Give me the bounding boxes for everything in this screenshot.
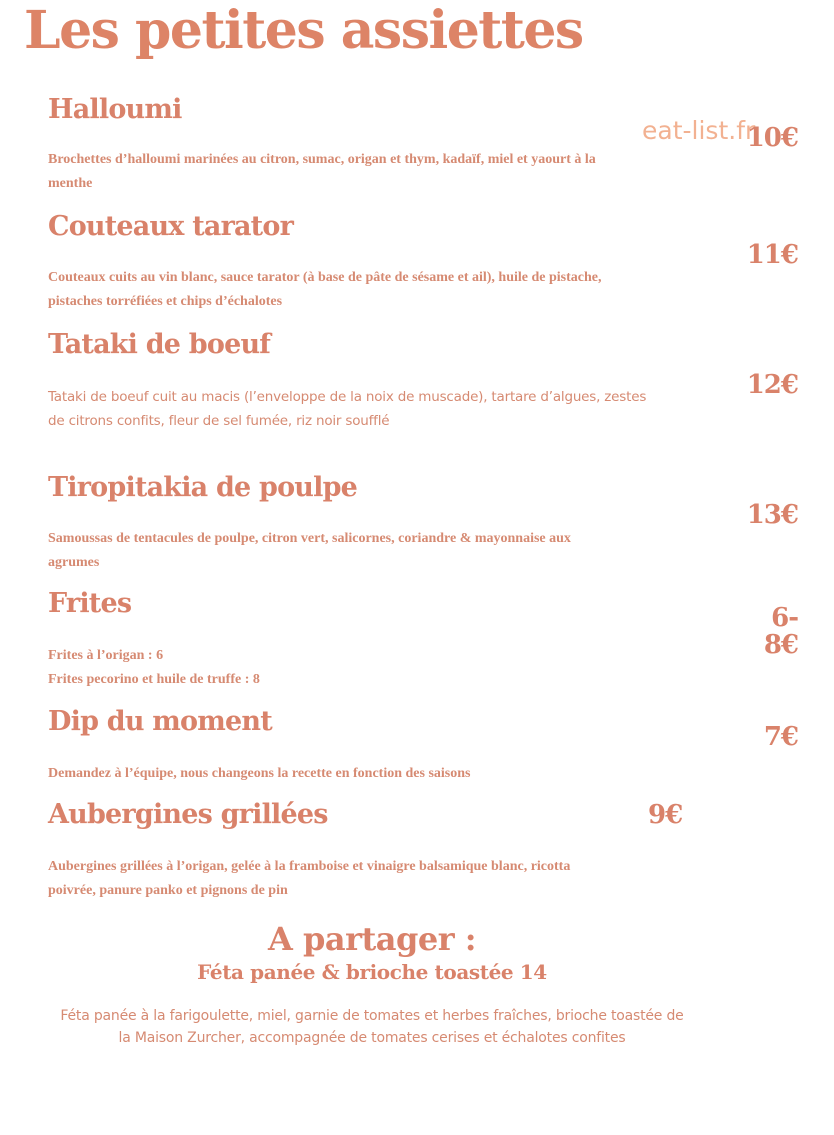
dish-description-frites bbox=[48, 644, 698, 692]
sharing-heading: A partager : bbox=[268, 920, 476, 958]
dish-price-tataki-de-boeuf: 12€ bbox=[746, 370, 798, 400]
description-line: agrumes bbox=[48, 555, 100, 570]
description-line: Aubergines grillées à l’origan, gelée à la framboise et vinaigre balsamique blanc, ricotta bbox=[48, 859, 571, 874]
dish-description-couteaux-tarator bbox=[48, 266, 698, 314]
price-line: 6- bbox=[771, 603, 798, 633]
description-line: Couteaux cuits au vin blanc, sauce tarator (à base de pâte de sésame et ail), huile de pistache, bbox=[48, 270, 602, 285]
dish-price-frites bbox=[764, 605, 798, 660]
dish-description-dip-du-moment bbox=[48, 762, 698, 786]
description-line: la Maison Zurcher, accompagnée de tomates cerises et échalotes confites bbox=[118, 1030, 626, 1046]
dish-price-dip-du-moment: 7€ bbox=[763, 722, 798, 752]
dish-name-frites: Frites bbox=[48, 588, 132, 619]
sharing-item-name: Féta panée & brioche toastée 14 bbox=[197, 960, 547, 984]
dish-name-aubergines-grillees: Aubergines grillées bbox=[48, 799, 328, 830]
dish-description-halloumi bbox=[48, 148, 698, 196]
watermark: eat-list.fr bbox=[642, 116, 756, 145]
dish-name-dip-du-moment: Dip du moment bbox=[48, 706, 272, 737]
dish-price-couteaux-tarator: 11€ bbox=[746, 240, 798, 270]
description-line: de citrons confits, fleur de sel fumée, riz noir soufflé bbox=[48, 413, 390, 429]
dish-price-tiropitakia-de-poulpe: 13€ bbox=[746, 500, 798, 530]
dish-name-tiropitakia-de-poulpe: Tiropitakia de poulpe bbox=[48, 472, 358, 503]
page-title: Les petites assiettes bbox=[24, 0, 583, 61]
description-line: Samoussas de tentacules de poulpe, citron vert, salicornes, coriandre & mayonnaise aux bbox=[48, 531, 571, 546]
dish-description-tiropitakia-de-poulpe bbox=[48, 527, 698, 575]
description-line: Brochettes d’halloumi marinées au citron, sumac, origan et thym, kadaïf, miel et yaourt à la bbox=[48, 152, 596, 167]
description-line: menthe bbox=[48, 176, 93, 191]
dish-name-couteaux-tarator: Couteaux tarator bbox=[48, 211, 293, 242]
price-line: 8€ bbox=[763, 630, 798, 661]
dish-name-halloumi: Halloumi bbox=[48, 94, 182, 125]
description-line: poivrée, panure panko et pignons de pin bbox=[48, 883, 288, 898]
dish-price-aubergines-grillees: 9€ bbox=[648, 800, 683, 830]
description-line: Demandez à l’équipe, nous changeons la recette en fonction des saisons bbox=[48, 766, 471, 781]
dish-name-tataki-de-boeuf: Tataki de boeuf bbox=[48, 329, 271, 360]
description-line: Frites à l’origan : 6 bbox=[48, 648, 164, 663]
dish-price-halloumi: 10€ bbox=[746, 123, 798, 153]
description-line: Frites pecorino et huile de truffe : 8 bbox=[48, 672, 260, 687]
dish-description-aubergines-grillees bbox=[48, 855, 698, 903]
description-line: Féta panée à la farigoulette, miel, garnie de tomates et herbes fraîches, brioche toastée de bbox=[60, 1008, 684, 1024]
description-line: Tataki de boeuf cuit au macis (l’enveloppe de la noix de muscade), tartare d’algues, zestes bbox=[48, 389, 647, 405]
dish-description-tataki-de-boeuf bbox=[48, 385, 708, 433]
sharing-item-description bbox=[40, 1005, 704, 1049]
description-line: pistaches torréfiées et chips d’échalotes bbox=[48, 294, 283, 309]
